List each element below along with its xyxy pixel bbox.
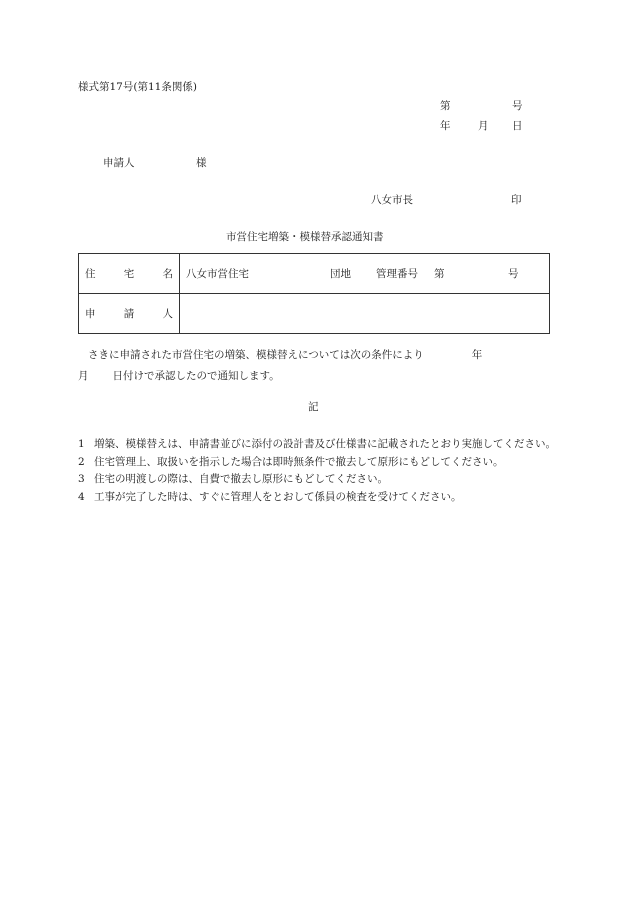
date-year: 年 [440,120,451,132]
housing-prefix: 八女市営住宅 [186,268,249,280]
notice-table [78,253,550,334]
condition-item: 1 増築、模様替えは、申請書並びに添付の設計書及び仕様書に記載されたとおり実施してください。 [78,438,556,450]
condition-item: 2 住宅管理上、取扱いを指示した場合は即時無条件で撤去して原形にもどしてください。 [78,455,504,468]
date-day: 日 [512,120,523,132]
document-title: 市営住宅増築・模様替承認通知書 [226,231,384,243]
housing-name-label: 住 宅 名 [79,254,180,294]
conditions-list [78,436,558,506]
date-month: 月 [478,120,489,132]
issuer-name: 八女市長 [371,194,413,206]
addressee-honorific: 様 [196,157,207,169]
table-row-housing [79,254,550,294]
body-paragraph [78,345,550,387]
housing-name-value [180,254,550,294]
body-month: 月 [78,370,89,382]
doc-number-suffix: 号 [512,100,523,112]
ki-heading: 記 [308,401,319,413]
body-part2: 日付けで承認したので通知します。 [112,370,280,382]
addressee-label: 申請人 [103,157,135,169]
table-row-applicant [79,294,550,334]
danchi-label: 団地 [330,268,351,280]
management-number-label: 管理番号 [376,268,418,280]
management-number-suffix: 号 [508,268,519,280]
condition-item: 4 工事が完了した時は、すぐに管理人をとおして係員の検査を受けてください。 [78,490,462,503]
management-number-prefix: 第 [434,268,445,280]
body-part1: さきに申請された市営住宅の増築、模様替えについては次の条件により [88,349,424,361]
applicant-label: 申 請 人 [79,294,180,334]
applicant-value [180,294,550,334]
body-year: 年 [471,349,483,361]
doc-number-prefix: 第 [440,100,451,112]
issuer-seal: 印 [511,194,522,206]
condition-item: 3 住宅の明渡しの際は、自費で撤去し原形にもどしてください。 [78,473,388,485]
form-reference: 様式第17号(第11条関係) [78,81,197,93]
